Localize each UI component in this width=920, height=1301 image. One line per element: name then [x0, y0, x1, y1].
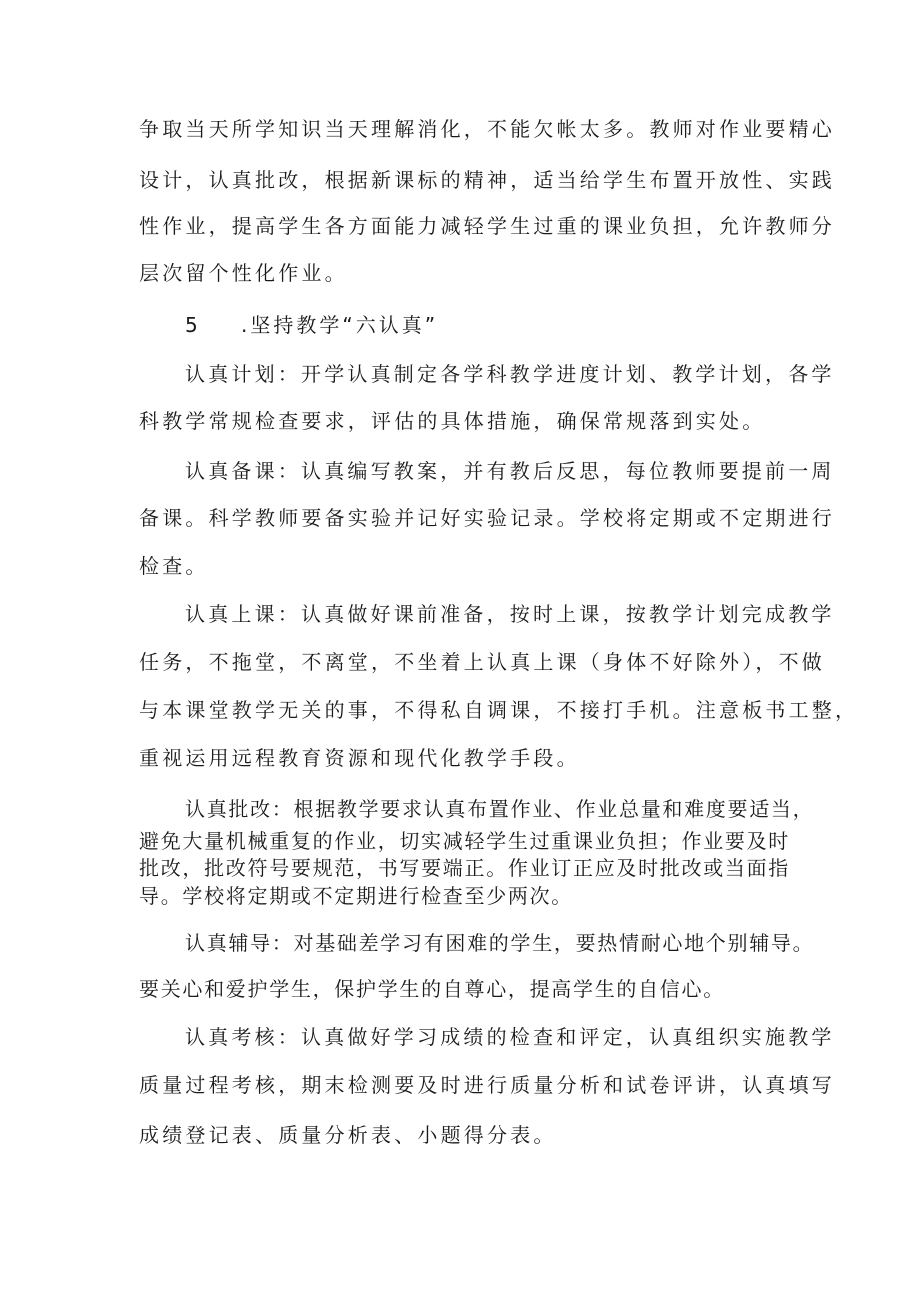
- paragraph-line: 认真批改：根据教学要求认真布置作业、作业总量和难度要适当，: [185, 797, 815, 821]
- paragraph-line: 重视运用远程教育资源和现代化教学手段。: [139, 746, 580, 770]
- section-number: 5: [185, 313, 198, 337]
- paragraph-line: 批改，批改符号要规范，书写要端正。作业订正应及时批改或当面指: [139, 856, 790, 880]
- paragraph-line: 认真计划：开学认真制定各学科教学进度计划、教学计划，各学: [185, 362, 835, 386]
- paragraph-line: 争取当天所学知识当天理解消化，不能欠帐太多。教师对作业要精心: [139, 117, 835, 141]
- paragraph-line: 导。学校将定期或不定期进行检查至少两次。: [139, 884, 573, 908]
- paragraph-line: 科教学常规检查要求，评估的具体措施，确保常规落到实处。: [139, 409, 766, 433]
- paragraph-line: 检查。: [139, 554, 209, 578]
- paragraph-line: 避免大量机械重复的作业，切实减轻学生过重课业负担；作业要及时: [139, 829, 790, 853]
- paragraph-line: 层次留个性化作业。: [139, 261, 348, 285]
- paragraph-line: 质量过程考核，期末检测要及时进行质量分析和试卷评讲，认真填写: [139, 1073, 835, 1097]
- section-heading: .坚持教学“六认真”: [241, 313, 439, 337]
- paragraph-line: 认真备课：认真编写教案，并有教后反思，每位教师要提前一周: [185, 459, 835, 483]
- paragraph-line: 要关心和爱护学生，保护学生的自尊心，提高学生的自信心。: [139, 977, 725, 1001]
- paragraph-line: 任务，不拖堂，不离堂，不坐着上认真上课（身体不好除外），不做: [139, 650, 825, 674]
- paragraph-line: 认真考核：认真做好学习成绩的检查和评定，认真组织实施教学: [185, 1025, 835, 1049]
- paragraph-line: 设计，认真批改，根据新课标的精神，适当给学生布置开放性、实践: [139, 168, 835, 192]
- paragraph-line: 备课。科学教师要备实验并记好实验记录。学校将定期或不定期进行: [139, 506, 835, 530]
- paragraph-line: 成绩登记表、质量分析表、小题得分表。: [139, 1123, 557, 1147]
- paragraph-line: 认真辅导：对基础差学习有困难的学生，要热情耐心地个别辅导。: [185, 931, 815, 955]
- paragraph-line: 认真上课：认真做好课前准备，按时上课，按教学计划完成教学: [185, 602, 835, 626]
- paragraph-line: 与本课堂教学无关的事，不得私自调课，不接打手机。注意板书工整，: [139, 698, 859, 722]
- paragraph-line: 性作业，提高学生各方面能力减轻学生过重的课业负担，允许教师分: [139, 214, 835, 238]
